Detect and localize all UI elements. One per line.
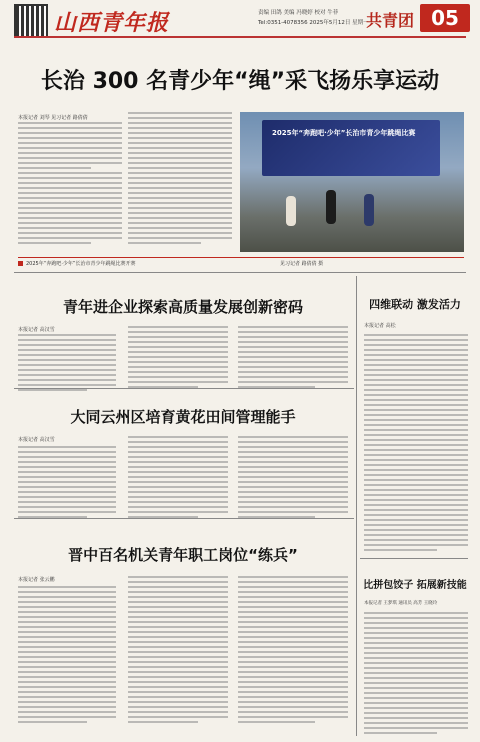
- article-1-byline: 本报记者 高汉雪: [18, 327, 55, 333]
- jumping-children: [286, 190, 396, 240]
- section-name: 共青团: [366, 11, 415, 30]
- event-banner-text: 2025年“奔跑吧·少年”长治市青少年跳绳比赛: [272, 129, 416, 137]
- article-2-byline: 本报记者 高汉雪: [18, 437, 55, 443]
- article-2-col3: [238, 436, 348, 521]
- article-2-title: 大同云州区培育黄花田间管理能手: [70, 408, 296, 426]
- lead-body-col1: [18, 122, 122, 247]
- masthead-info-1: 责编 田鸽 美编 冯晓婷 校对 牛菲: [258, 10, 339, 16]
- sidebar-2-byline: 本报记者 王梦琪 通讯员 高芳 王晓玲: [364, 601, 438, 606]
- article-1-title: 青年进企业探索高质量发展创新密码: [62, 298, 303, 316]
- article-1-col3: [238, 326, 348, 391]
- lead-photo: [240, 112, 464, 252]
- lead-bottom-rule: [14, 272, 466, 273]
- masthead-rule: [14, 36, 466, 38]
- sidebar-rule: [360, 558, 468, 559]
- article-3-col3: [238, 576, 348, 726]
- event-banner: [262, 120, 440, 176]
- article-3-col1: [18, 586, 116, 726]
- photo-caption: 2025年“奔跑吧·少年”长治市青少年跳绳比赛开赛: [26, 261, 136, 267]
- article-1-col1: [18, 334, 116, 394]
- article-2-rule: [14, 518, 354, 519]
- caption-marker-icon: [18, 261, 23, 266]
- sidebar-1-title: 四维联动 激发活力: [369, 298, 461, 311]
- article-1-col2: [128, 326, 228, 391]
- article-3-col2: [128, 576, 228, 726]
- masthead: [0, 0, 480, 40]
- lead-headline: 长治 300 名青少年“绳”采飞扬乐享运动: [40, 69, 440, 94]
- lead-body-col2: [128, 112, 232, 247]
- sidebar-1-body: [364, 334, 468, 554]
- article-1-rule: [14, 388, 354, 389]
- masthead-info-2: Tel:0351-4078356 2025年5月12日 星期一: [258, 20, 369, 26]
- page-number: 05: [420, 4, 470, 32]
- photo-credit: 见习记者 路倩倩 摄: [280, 261, 324, 267]
- sidebar-2-title: 比拼包饺子 拓展新技能: [363, 580, 467, 591]
- column-divider: [356, 276, 357, 736]
- qr-code: [16, 6, 46, 36]
- sidebar-2-body: [364, 612, 468, 737]
- sidebar-1-byline: 本报记者 高松: [364, 323, 396, 329]
- photo-caption-bar: [18, 257, 464, 268]
- article-3-title: 晋中百名机关青年职工岗位“练兵”: [68, 546, 298, 564]
- article-2-col2: [128, 436, 228, 521]
- lead-byline: 本报记者 刘琴 见习记者 路倩倩: [18, 115, 88, 121]
- article-2-col1: [18, 446, 116, 521]
- article-3-byline: 本报记者 张云鹏: [18, 577, 55, 583]
- masthead-logo: 山西青年报: [54, 10, 170, 36]
